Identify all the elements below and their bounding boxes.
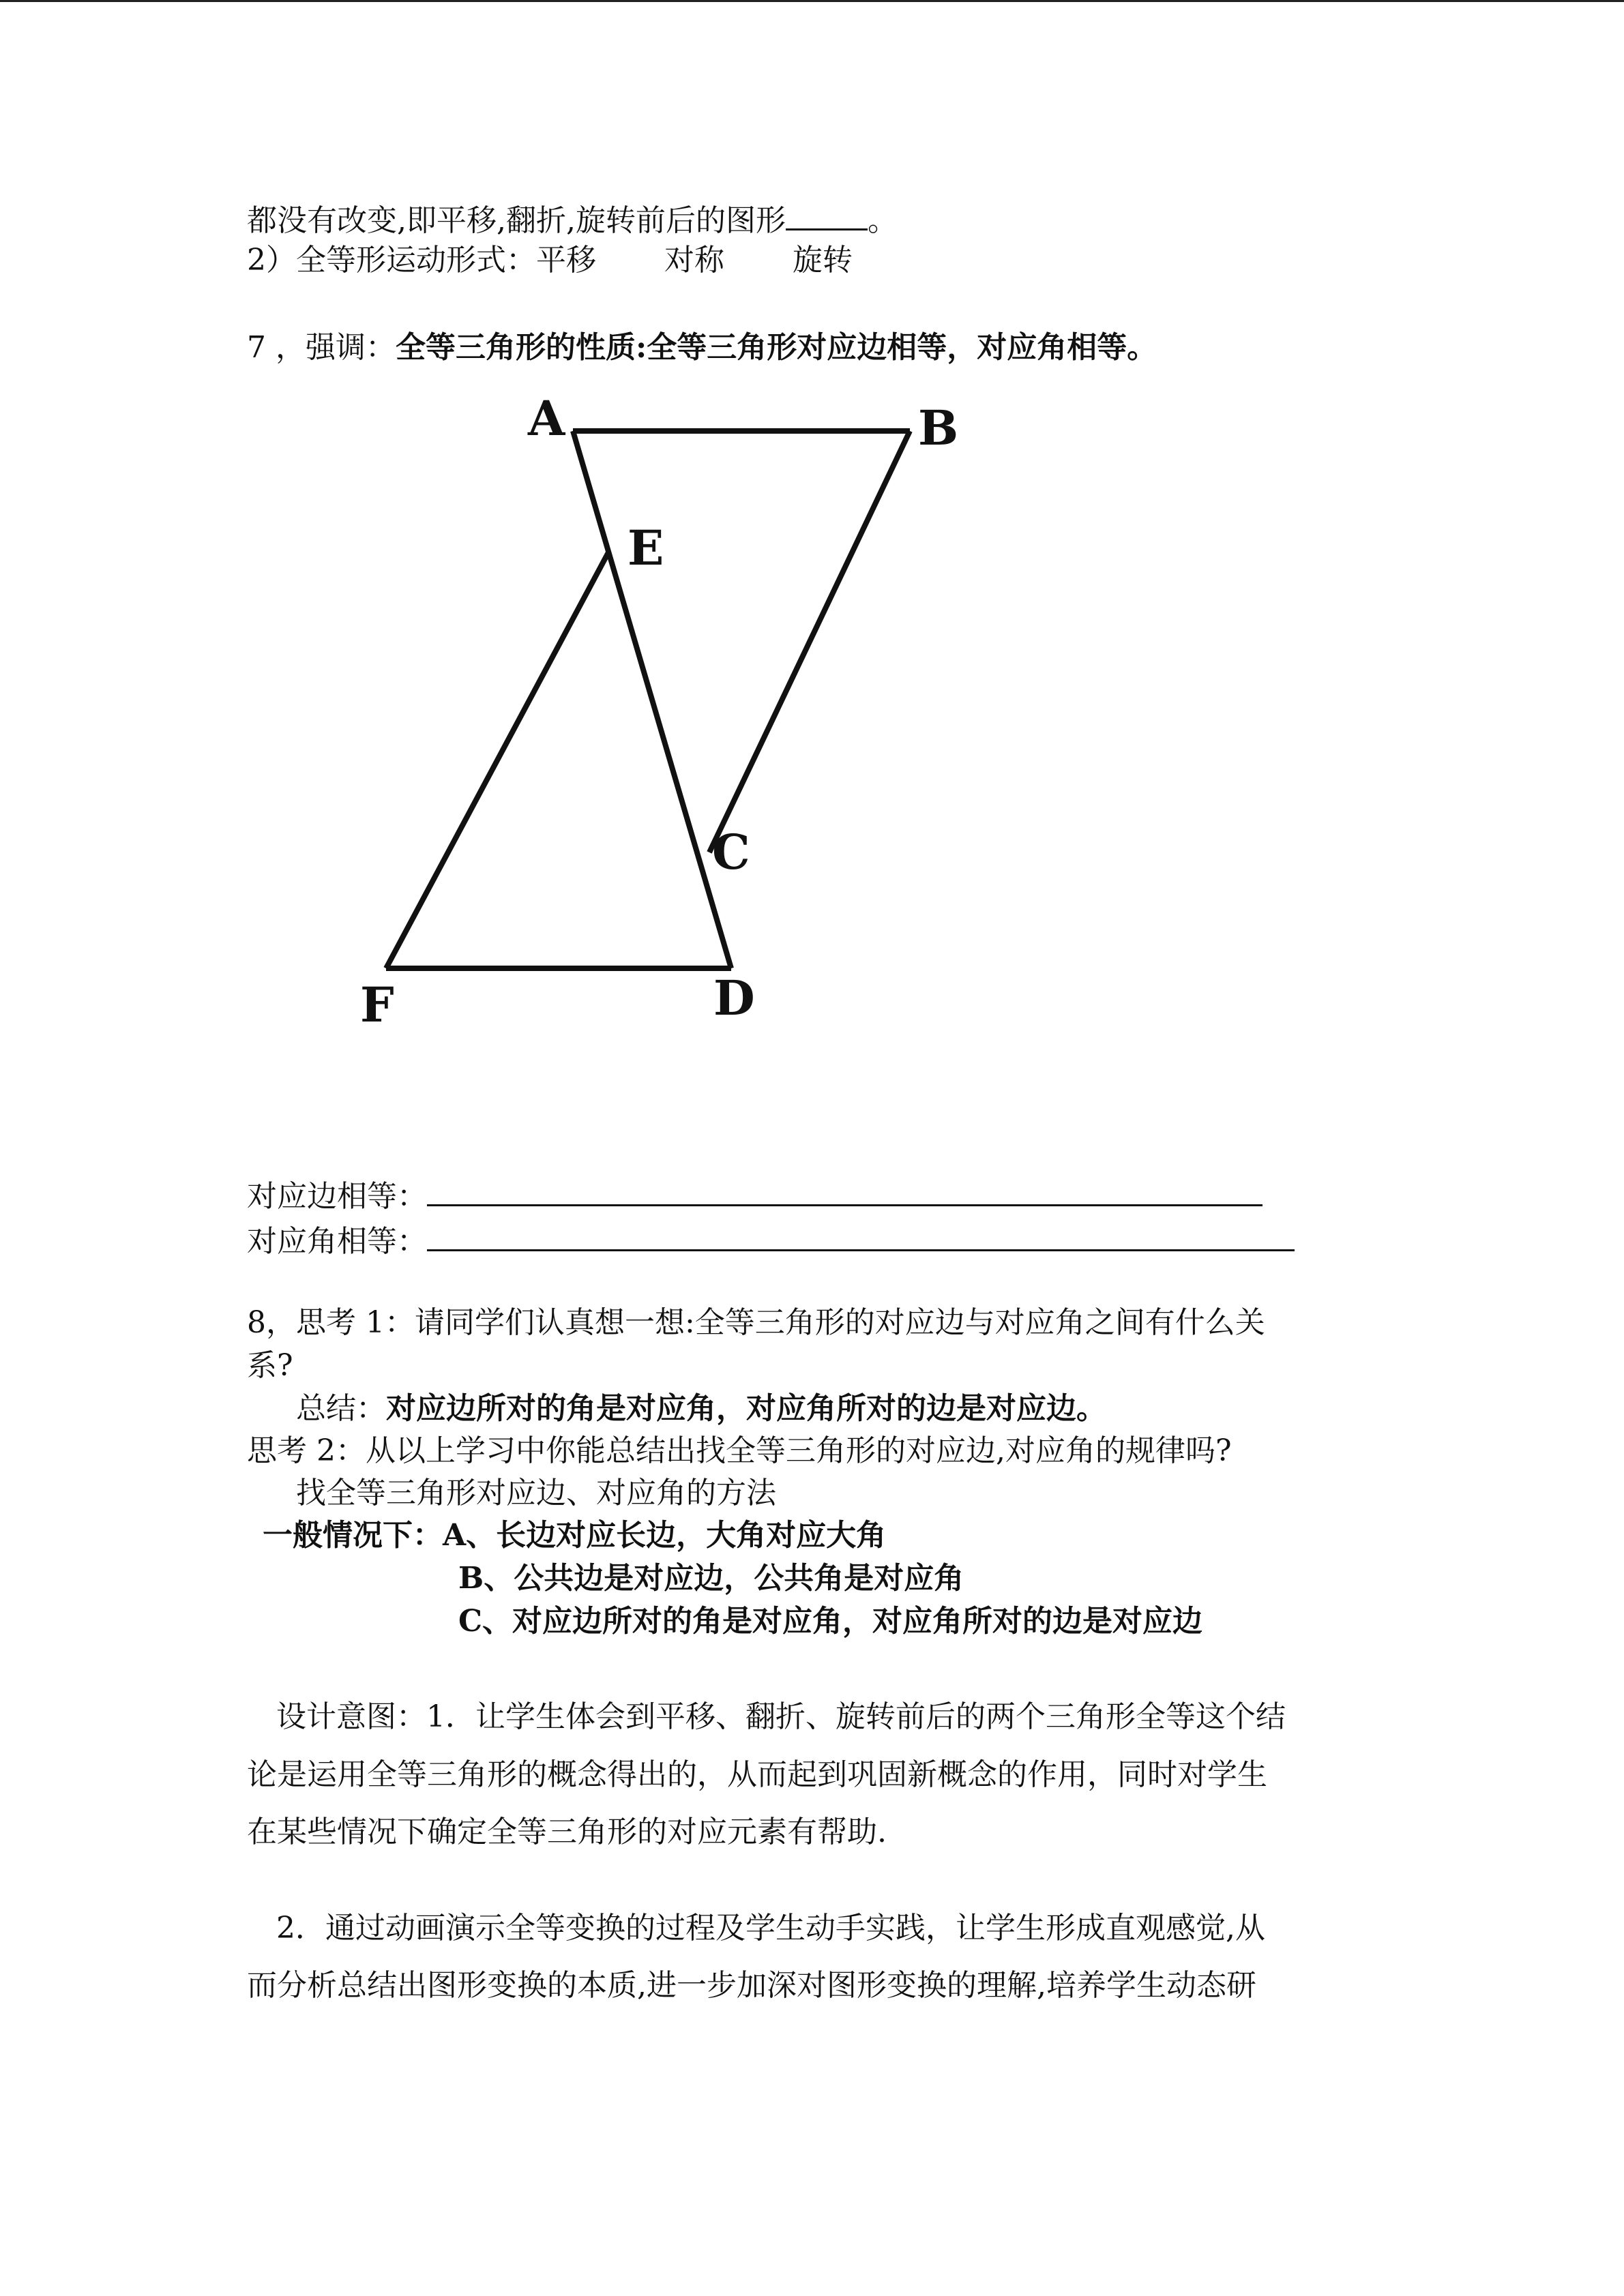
- vertex-label-c: C: [712, 824, 750, 880]
- design-intent-p1-line3: 在某些情况下确定全等三角形的对应元素有帮助.: [247, 1815, 887, 1849]
- page-top-border: [0, 0, 1624, 2]
- answer-blank-figure[interactable]: [786, 198, 868, 230]
- design-intent-p2-line2: 而分析总结出图形变换的本质,进一步加深对图形变换的理解,培养学生动态研: [247, 1968, 1256, 2003]
- segment-ef: [386, 552, 608, 968]
- method-title: 找全等三角形对应边、对应角的方法: [296, 1476, 776, 1510]
- corresponding-edges-label: 对应边相等：: [247, 1179, 427, 1214]
- motion-form-translate: 平移: [536, 243, 596, 278]
- motion-sentence-end: 。: [867, 203, 898, 238]
- think1-line2: 系?: [247, 1348, 293, 1383]
- motion-sentence: [247, 198, 898, 241]
- vertex-label-b: B: [918, 400, 959, 456]
- design-intent-p1-line1: 设计意图：1．让学生体会到平移、翻折、旋转前后的两个三角形全等这个结: [276, 1699, 1286, 1734]
- think2-line: 思考 2：从以上学习中你能总结出找全等三角形的对应边,对应角的规律吗?: [247, 1433, 1232, 1468]
- rule-a: A、长边对应长边，大角对应大角: [443, 1518, 887, 1553]
- vertex-label-a: A: [528, 390, 565, 447]
- corresponding-angles-line: [247, 1219, 1295, 1262]
- section7-emphasis: 全等三角形的性质:全等三角形对应边相等，对应角相等。: [395, 330, 1157, 365]
- summary-text: 对应边所对的角是对应角，对应角所对的边是对应边。: [386, 1391, 1106, 1426]
- summary-line: [296, 1388, 1106, 1429]
- segment-ad: [573, 431, 731, 968]
- rule-b: B、公共边是对应边，公共角是对应角: [458, 1561, 964, 1596]
- corresponding-angles-blank[interactable]: [427, 1219, 1295, 1251]
- vertex-label-d: D: [713, 970, 755, 1026]
- rule-c: C、对应边所对的角是对应角，对应角所对的边是对应边: [458, 1604, 1203, 1639]
- motion-sentence-text: 都没有改变,即平移,翻折,旋转前后的图形: [247, 203, 786, 238]
- motion-forms-line: [247, 240, 853, 281]
- motion-form-symmetry: 对称: [664, 243, 724, 278]
- corresponding-edges-line: [247, 1174, 1263, 1217]
- corresponding-edges-blank[interactable]: [427, 1174, 1263, 1206]
- segment-bc: [709, 431, 910, 852]
- section7-heading: [247, 327, 1157, 368]
- design-intent-p1-line2: 论是运用全等三角形的概念得出的，从而起到巩固新概念的作用，同时对学生: [247, 1757, 1267, 1792]
- vertex-label-e: E: [628, 520, 664, 576]
- motion-forms-prefix: 2）全等形运动形式：: [247, 243, 536, 278]
- design-intent-p2-line1: 2．通过动画演示全等变换的过程及学生动手实践，让学生形成直观感觉,从: [276, 1911, 1265, 1945]
- vertex-label-f: F: [360, 976, 394, 1033]
- motion-form-rotate: 旋转: [793, 243, 853, 278]
- summary-prefix: 总结：: [296, 1391, 386, 1426]
- triangle-figure: [341, 382, 959, 1050]
- section7-prefix: 7 ，强调：: [247, 330, 396, 365]
- general-case-label: 一般情况下：: [263, 1518, 443, 1553]
- think1-line1: 8，思考 1：请同学们认真想一想:全等三角形的对应边与对应角之间有什么关: [247, 1305, 1265, 1340]
- corresponding-angles-label: 对应角相等：: [247, 1224, 427, 1259]
- rule-a-line: [263, 1515, 886, 1556]
